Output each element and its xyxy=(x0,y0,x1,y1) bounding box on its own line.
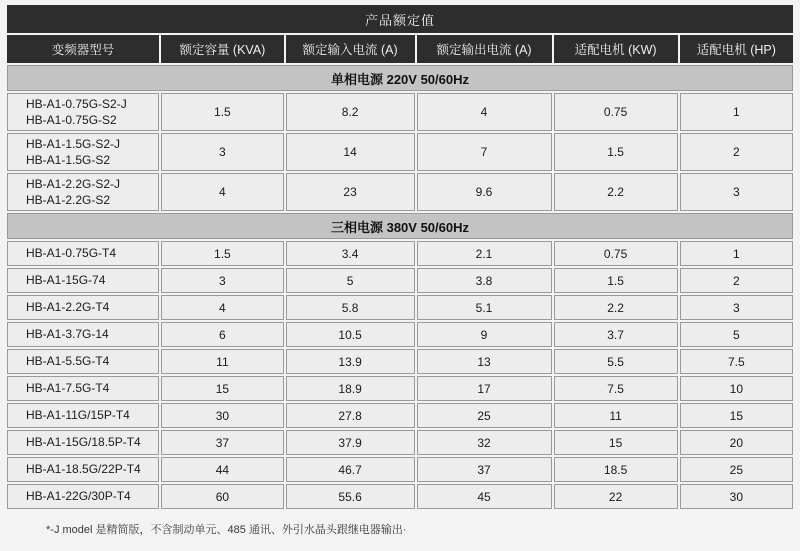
value-cell: 2.2 xyxy=(554,295,678,320)
value-cell: 20 xyxy=(680,430,793,455)
value-cell: 4 xyxy=(161,295,284,320)
value-cell: 46.7 xyxy=(286,457,415,482)
value-cell: 1 xyxy=(680,241,793,266)
model-cell: HB-A1-1.5G-S2-J HB-A1-1.5G-S2 xyxy=(7,133,159,171)
value-cell: 1 xyxy=(680,93,793,131)
table-row xyxy=(7,93,793,131)
model-cell: HB-A1-15G/18.5P-T4 xyxy=(7,430,159,455)
value-cell: 27.8 xyxy=(286,403,415,428)
value-cell: 5.1 xyxy=(417,295,552,320)
value-cell: 17 xyxy=(417,376,552,401)
value-cell: 1.5 xyxy=(554,268,678,293)
value-cell: 15 xyxy=(161,376,284,401)
model-cell: HB-A1-15G-74 xyxy=(7,268,159,293)
value-cell: 1.5 xyxy=(161,93,284,131)
value-cell: 7.5 xyxy=(554,376,678,401)
value-cell: 9.6 xyxy=(417,173,552,211)
model-cell: HB-A1-0.75G-T4 xyxy=(7,241,159,266)
value-cell: 32 xyxy=(417,430,552,455)
model-cell: HB-A1-0.75G-S2-J HB-A1-0.75G-S2 xyxy=(7,93,159,131)
value-cell: 37 xyxy=(417,457,552,482)
table-row xyxy=(7,241,793,266)
table-title: 产品额定值 xyxy=(7,5,793,33)
value-cell: 25 xyxy=(417,403,552,428)
model-cell: HB-A1-22G/30P-T4 xyxy=(7,484,159,509)
model-cell: HB-A1-2.2G-S2-J HB-A1-2.2G-S2 xyxy=(7,173,159,211)
value-cell: 37.9 xyxy=(286,430,415,455)
spec-sheet xyxy=(0,3,800,551)
value-cell: 2.2 xyxy=(554,173,678,211)
table-row xyxy=(7,457,793,482)
value-cell: 15 xyxy=(680,403,793,428)
value-cell: 3 xyxy=(161,268,284,293)
value-cell: 3 xyxy=(161,133,284,171)
column-header-0: 变频器型号 xyxy=(7,35,159,63)
value-cell: 10 xyxy=(680,376,793,401)
value-cell: 6 xyxy=(161,322,284,347)
value-cell: 11 xyxy=(161,349,284,374)
value-cell: 0.75 xyxy=(554,241,678,266)
table-row xyxy=(7,349,793,374)
value-cell: 3 xyxy=(680,173,793,211)
table-row xyxy=(7,484,793,509)
value-cell: 5.8 xyxy=(286,295,415,320)
model-cell: HB-A1-3.7G-14 xyxy=(7,322,159,347)
footnote: *-J model 是精简版，不含制动单元、485 通讯、外引水晶头跟继电器输出· xyxy=(46,524,407,536)
section-heading: 三相电源 380V 50/60Hz xyxy=(7,213,793,239)
value-cell: 22 xyxy=(554,484,678,509)
column-header-2: 额定输入电流 (A) xyxy=(286,35,415,63)
value-cell: 2 xyxy=(680,133,793,171)
table-row xyxy=(7,322,793,347)
value-cell: 3.8 xyxy=(417,268,552,293)
value-cell: 2 xyxy=(680,268,793,293)
model-cell: HB-A1-18.5G/22P-T4 xyxy=(7,457,159,482)
value-cell: 10.5 xyxy=(286,322,415,347)
column-header-row xyxy=(7,35,793,63)
value-cell: 7.5 xyxy=(680,349,793,374)
model-cell: HB-A1-5.5G-T4 xyxy=(7,349,159,374)
value-cell: 18.5 xyxy=(554,457,678,482)
table-row xyxy=(7,295,793,320)
model-cell: HB-A1-2.2G-T4 xyxy=(7,295,159,320)
value-cell: 55.6 xyxy=(286,484,415,509)
value-cell: 8.2 xyxy=(286,93,415,131)
value-cell: 5.5 xyxy=(554,349,678,374)
value-cell: 45 xyxy=(417,484,552,509)
column-header-5: 适配电机 (HP) xyxy=(680,35,793,63)
value-cell: 3.4 xyxy=(286,241,415,266)
table-row xyxy=(7,376,793,401)
value-cell: 5 xyxy=(680,322,793,347)
value-cell: 18.9 xyxy=(286,376,415,401)
value-cell: 4 xyxy=(417,93,552,131)
section-header-row xyxy=(7,213,793,239)
table-row xyxy=(7,403,793,428)
value-cell: 25 xyxy=(680,457,793,482)
model-cell: HB-A1-11G/15P-T4 xyxy=(7,403,159,428)
model-cell: HB-A1-7.5G-T4 xyxy=(7,376,159,401)
table-row xyxy=(7,430,793,455)
value-cell: 7 xyxy=(417,133,552,171)
value-cell: 37 xyxy=(161,430,284,455)
value-cell: 23 xyxy=(286,173,415,211)
column-header-1: 额定容量 (KVA) xyxy=(161,35,284,63)
title-row xyxy=(7,5,793,33)
value-cell: 60 xyxy=(161,484,284,509)
value-cell: 0.75 xyxy=(554,93,678,131)
value-cell: 1.5 xyxy=(161,241,284,266)
value-cell: 3.7 xyxy=(554,322,678,347)
value-cell: 30 xyxy=(161,403,284,428)
value-cell: 4 xyxy=(161,173,284,211)
column-header-3: 额定输出电流 (A) xyxy=(417,35,552,63)
value-cell: 5 xyxy=(286,268,415,293)
section-header-row xyxy=(7,65,793,91)
value-cell: 13.9 xyxy=(286,349,415,374)
value-cell: 44 xyxy=(161,457,284,482)
value-cell: 14 xyxy=(286,133,415,171)
value-cell: 2.1 xyxy=(417,241,552,266)
table-row xyxy=(7,133,793,171)
value-cell: 1.5 xyxy=(554,133,678,171)
value-cell: 13 xyxy=(417,349,552,374)
column-header-4: 适配电机 (KW) xyxy=(554,35,678,63)
table-row xyxy=(7,173,793,211)
table-row xyxy=(7,268,793,293)
product-ratings-table xyxy=(5,3,795,511)
value-cell: 15 xyxy=(554,430,678,455)
value-cell: 30 xyxy=(680,484,793,509)
value-cell: 11 xyxy=(554,403,678,428)
value-cell: 9 xyxy=(417,322,552,347)
value-cell: 3 xyxy=(680,295,793,320)
section-heading: 单相电源 220V 50/60Hz xyxy=(7,65,793,91)
